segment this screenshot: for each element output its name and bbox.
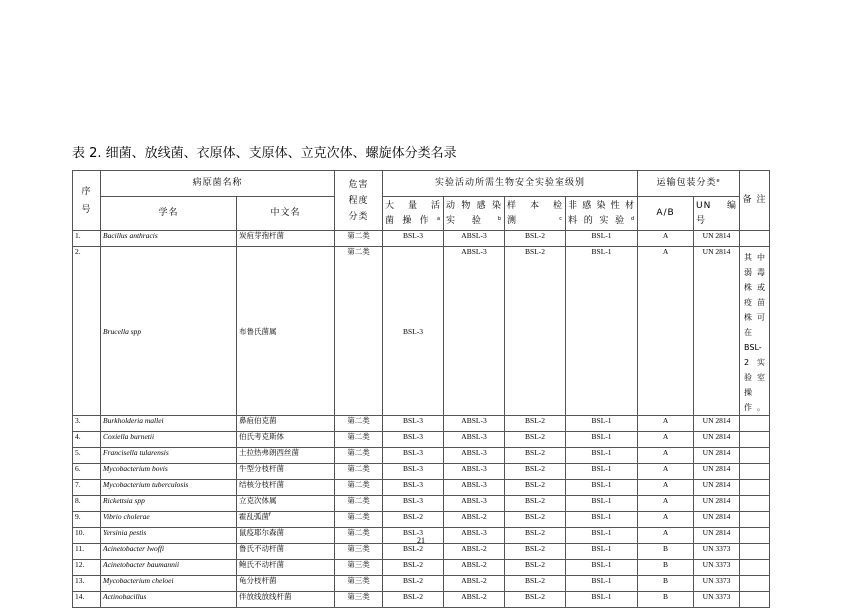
sample-test-level: BSL-2: [505, 560, 566, 576]
animal-experiment-level: ABSL-2: [444, 512, 505, 528]
row-number: 6.: [73, 464, 101, 480]
bulk-culture-level: BSL-3: [383, 480, 444, 496]
sample-test-level: BSL-2: [505, 432, 566, 448]
table-row: [73, 560, 770, 576]
bulk-culture-level: BSL-3: [383, 448, 444, 464]
sample-test-level: BSL-2: [505, 480, 566, 496]
table-row: [73, 496, 770, 512]
table-row: [73, 432, 770, 448]
row-number: 14.: [73, 592, 101, 608]
chinese-name-text: 伴放线放线杆菌: [239, 592, 292, 601]
un-number: UN 2814: [694, 231, 740, 247]
transport-ab: B: [638, 576, 694, 592]
chinese-name-text: 布鲁氏菌属: [239, 326, 277, 336]
header-pathogen-name: 病原菌名称: [101, 171, 335, 197]
un-number: UN 3373: [694, 560, 740, 576]
row-number: 5.: [73, 448, 101, 464]
transport-ab: A: [638, 464, 694, 480]
row-number: 12.: [73, 560, 101, 576]
hazard-class: 第二类: [335, 432, 383, 448]
scientific-name: Acinetobacter lwoffi: [101, 544, 237, 560]
chinese-name-text: 伯氏考克斯体: [239, 432, 284, 441]
scientific-name: Actinobacillus: [101, 592, 237, 608]
table-row: [73, 247, 770, 416]
remarks: [740, 432, 770, 448]
noninfectious-level: BSL-1: [566, 432, 638, 448]
remarks: [740, 231, 770, 247]
header-bulk-culture-label: 大量活 菌操作: [385, 200, 442, 226]
hazard-class: 第三类: [335, 560, 383, 576]
noninfectious-level: BSL-1: [566, 576, 638, 592]
transport-ab: B: [638, 544, 694, 560]
remarks: [740, 592, 770, 608]
animal-experiment-level: ABSL-3: [444, 416, 505, 432]
noninfectious-level: BSL-1: [566, 480, 638, 496]
transport-ab: A: [638, 480, 694, 496]
animal-experiment-level: ABSL-3: [444, 247, 505, 416]
header-row-1: [73, 171, 770, 197]
un-number: UN 2814: [694, 480, 740, 496]
page-number: 21: [417, 536, 425, 545]
animal-experiment-level: ABSL-3: [444, 528, 505, 544]
sample-test-level: BSL-2: [505, 416, 566, 432]
bulk-culture-level: BSL-3: [383, 231, 444, 247]
chinese-name-text: 立克次体属: [239, 496, 277, 505]
transport-ab: A: [638, 448, 694, 464]
un-number: UN 2814: [694, 416, 740, 432]
chinese-name-text: 鲁氏不动杆菌: [239, 544, 284, 553]
sample-test-level: BSL-2: [505, 496, 566, 512]
table-row: [73, 592, 770, 608]
remarks: [740, 544, 770, 560]
table-row: [73, 416, 770, 432]
hazard-class: 第三类: [335, 576, 383, 592]
noninfectious-level: BSL-1: [566, 464, 638, 480]
remarks: [740, 247, 770, 416]
row-number: 11.: [73, 544, 101, 560]
hazard-class: 第二类: [335, 247, 383, 416]
bulk-culture-level: BSL-3: [383, 528, 444, 544]
un-number: UN 3373: [694, 576, 740, 592]
chinese-name-text: 鼻疽伯克菌: [239, 416, 277, 425]
remarks: [740, 560, 770, 576]
scientific-name: Vibrio cholerae: [101, 512, 237, 528]
transport-ab: A: [638, 512, 694, 528]
chinese-name: [237, 560, 335, 576]
header-transport-label: 运输包装分类: [656, 178, 717, 188]
scientific-name: Coxiella burnetii: [101, 432, 237, 448]
table-row: [73, 480, 770, 496]
animal-experiment-level: ABSL-2: [444, 576, 505, 592]
transport-ab: A: [638, 247, 694, 416]
header-animal-label: 动物感染 实验: [446, 200, 503, 226]
header-ab: A/B: [638, 197, 694, 231]
transport-ab: A: [638, 231, 694, 247]
chinese-name-text: 炭疽芽孢杆菌: [239, 231, 284, 240]
scientific-name: Francisella tularensis: [101, 448, 237, 464]
transport-ab: A: [638, 528, 694, 544]
header-transport-sup: e: [716, 178, 721, 184]
chinese-name: [237, 231, 335, 247]
row-number: 1.: [73, 231, 101, 247]
sample-test-level: BSL-2: [505, 528, 566, 544]
noninfectious-level: BSL-1: [566, 592, 638, 608]
bulk-culture-level: BSL-2: [383, 512, 444, 528]
remarks: [740, 480, 770, 496]
un-number: UN 2814: [694, 496, 740, 512]
noninfectious-level: BSL-1: [566, 544, 638, 560]
remarks: [740, 464, 770, 480]
header-sample-sup: c: [559, 215, 564, 222]
un-number: UN 2814: [694, 448, 740, 464]
chinese-name: [237, 544, 335, 560]
animal-experiment-level: ABSL-2: [444, 544, 505, 560]
chinese-name: [237, 496, 335, 512]
header-un: UN 编 号: [694, 197, 740, 231]
remarks-text: 其中弱毒株或疫苗株可在 BSL-2 实验室操作。: [744, 253, 766, 412]
animal-experiment-level: ABSL-3: [444, 231, 505, 247]
bulk-culture-level: BSL-2: [383, 544, 444, 560]
table-row: [73, 448, 770, 464]
hazard-class: 第二类: [335, 448, 383, 464]
transport-ab: B: [638, 592, 694, 608]
noninfectious-level: BSL-1: [566, 560, 638, 576]
bulk-culture-level: BSL-3: [383, 464, 444, 480]
table-row: [73, 544, 770, 560]
un-number: UN 3373: [694, 592, 740, 608]
table-row: [73, 512, 770, 528]
hazard-class: 第二类: [335, 480, 383, 496]
chinese-name-text: 土拉热弗朗西丝菌: [239, 448, 299, 457]
header-row-2: [73, 197, 770, 231]
bulk-culture-level: BSL-3: [383, 432, 444, 448]
header-chinese-name: 中文名: [237, 197, 335, 231]
noninfectious-level: BSL-1: [566, 416, 638, 432]
remarks: [740, 416, 770, 432]
chinese-name: [237, 480, 335, 496]
hazard-class: 第三类: [335, 544, 383, 560]
noninfectious-level: BSL-1: [566, 512, 638, 528]
header-animal-sup: b: [497, 215, 503, 222]
chinese-name-text: 鼠疫耶尔森菌: [239, 528, 284, 537]
animal-experiment-level: ABSL-3: [444, 448, 505, 464]
sample-test-level: BSL-2: [505, 592, 566, 608]
header-noninfectious: [566, 197, 638, 231]
header-animal: [444, 197, 505, 231]
row-number: 7.: [73, 480, 101, 496]
row-number: 3.: [73, 416, 101, 432]
chinese-name-text: 结核分枝杆菌: [239, 480, 284, 489]
bulk-culture-level: BSL-2: [383, 592, 444, 608]
remarks: [740, 448, 770, 464]
scientific-name: Mycobacterium cheloei: [101, 576, 237, 592]
animal-experiment-level: ABSL-3: [444, 480, 505, 496]
scientific-name: Mycobacterium bovis: [101, 464, 237, 480]
scientific-name: Acinetobacter baumannii: [101, 560, 237, 576]
scientific-name: Rickettsia spp: [101, 496, 237, 512]
row-number: 2.: [73, 247, 101, 416]
noninfectious-level: BSL-1: [566, 496, 638, 512]
animal-experiment-level: ABSL-2: [444, 560, 505, 576]
chinese-name: [237, 576, 335, 592]
header-noninfectious-label: 非感染性材 料的实验: [568, 200, 636, 226]
chinese-name: [237, 512, 335, 528]
header-lab-level: 实验活动所需生物安全实验室级别: [383, 171, 638, 197]
header-noninfectious-sup: d: [630, 215, 636, 222]
sample-test-level: BSL-2: [505, 464, 566, 480]
table-row: [73, 231, 770, 247]
noninfectious-level: BSL-1: [566, 231, 638, 247]
row-number: 4.: [73, 432, 101, 448]
scientific-name: Burkholderia mallei: [101, 416, 237, 432]
un-number: UN 2814: [694, 528, 740, 544]
sample-test-level: BSL-2: [505, 247, 566, 416]
animal-experiment-level: ABSL-3: [444, 496, 505, 512]
transport-ab: A: [638, 496, 694, 512]
transport-ab: A: [638, 432, 694, 448]
header-seq: 序 号: [73, 171, 101, 231]
table-row: [73, 576, 770, 592]
noninfectious-level: BSL-1: [566, 528, 638, 544]
un-number: UN 2814: [694, 464, 740, 480]
hazard-class: 第二类: [335, 512, 383, 528]
bulk-culture-level: BSL-2: [383, 560, 444, 576]
header-bulk-culture-sup: a: [436, 215, 442, 222]
un-number: UN 2814: [694, 247, 740, 416]
scientific-name: Bacillus anthracis: [101, 231, 237, 247]
header-sample-label: 样本检 测: [507, 200, 564, 226]
chinese-name: [237, 464, 335, 480]
transport-ab: B: [638, 560, 694, 576]
header-sample: [505, 197, 566, 231]
noninfectious-level: BSL-1: [566, 448, 638, 464]
chinese-name-text: 鲍氏不动杆菌: [239, 560, 284, 569]
row-number: 8.: [73, 496, 101, 512]
header-bulk-culture: [383, 197, 444, 231]
chinese-name: [237, 592, 335, 608]
row-number: 10.: [73, 528, 101, 544]
row-number: 13.: [73, 576, 101, 592]
un-number: UN 3373: [694, 544, 740, 560]
hazard-class: 第二类: [335, 464, 383, 480]
un-number: UN 2814: [694, 512, 740, 528]
un-number: UN 2814: [694, 432, 740, 448]
animal-experiment-level: ABSL-3: [444, 464, 505, 480]
sample-test-level: BSL-2: [505, 576, 566, 592]
bulk-culture-level: BSL-2: [383, 576, 444, 592]
row-number: 9.: [73, 512, 101, 528]
sample-test-level: BSL-2: [505, 448, 566, 464]
chinese-name-text: 龟分枝杆菌: [239, 576, 277, 585]
noninfectious-level: BSL-1: [566, 247, 638, 416]
hazard-class: 第二类: [335, 496, 383, 512]
bulk-culture-level: BSL-3: [383, 496, 444, 512]
remarks: [740, 496, 770, 512]
transport-ab: A: [638, 416, 694, 432]
hazard-class: 第二类: [335, 231, 383, 247]
chinese-name: [237, 416, 335, 432]
hazard-class: 第二类: [335, 416, 383, 432]
header-scientific-name: 学名: [101, 197, 237, 231]
chinese-name-text: 霍乱弧菌: [239, 512, 269, 521]
chinese-name: [237, 448, 335, 464]
sample-test-level: BSL-2: [505, 544, 566, 560]
header-transport: [638, 171, 740, 197]
animal-experiment-level: ABSL-2: [444, 592, 505, 608]
animal-experiment-level: ABSL-3: [444, 432, 505, 448]
remarks: [740, 512, 770, 528]
scientific-name: Yersinia pestis: [101, 528, 237, 544]
header-hazard-class: 危害 程度 分类: [335, 171, 383, 231]
table-row: [73, 464, 770, 480]
header-remarks: 备 注: [740, 171, 770, 231]
scientific-name: Brucella spp: [101, 247, 237, 416]
sample-test-level: BSL-2: [505, 231, 566, 247]
chinese-name: [237, 247, 335, 416]
table-title: 表 2. 细菌、放线菌、衣原体、支原体、立克次体、螺旋体分类名录: [72, 146, 457, 161]
bulk-culture-level: BSL-3: [383, 416, 444, 432]
chinese-name-text: 牛型分枝杆菌: [239, 464, 284, 473]
bulk-culture-level: BSL-3: [383, 247, 444, 416]
chinese-name-sup: f: [269, 512, 271, 518]
hazard-class: 第三类: [335, 592, 383, 608]
sample-test-level: BSL-2: [505, 512, 566, 528]
hazard-class: 第二类: [335, 528, 383, 544]
chinese-name: [237, 432, 335, 448]
scientific-name: Mycobacterium tuberculosis: [101, 480, 237, 496]
remarks: [740, 576, 770, 592]
